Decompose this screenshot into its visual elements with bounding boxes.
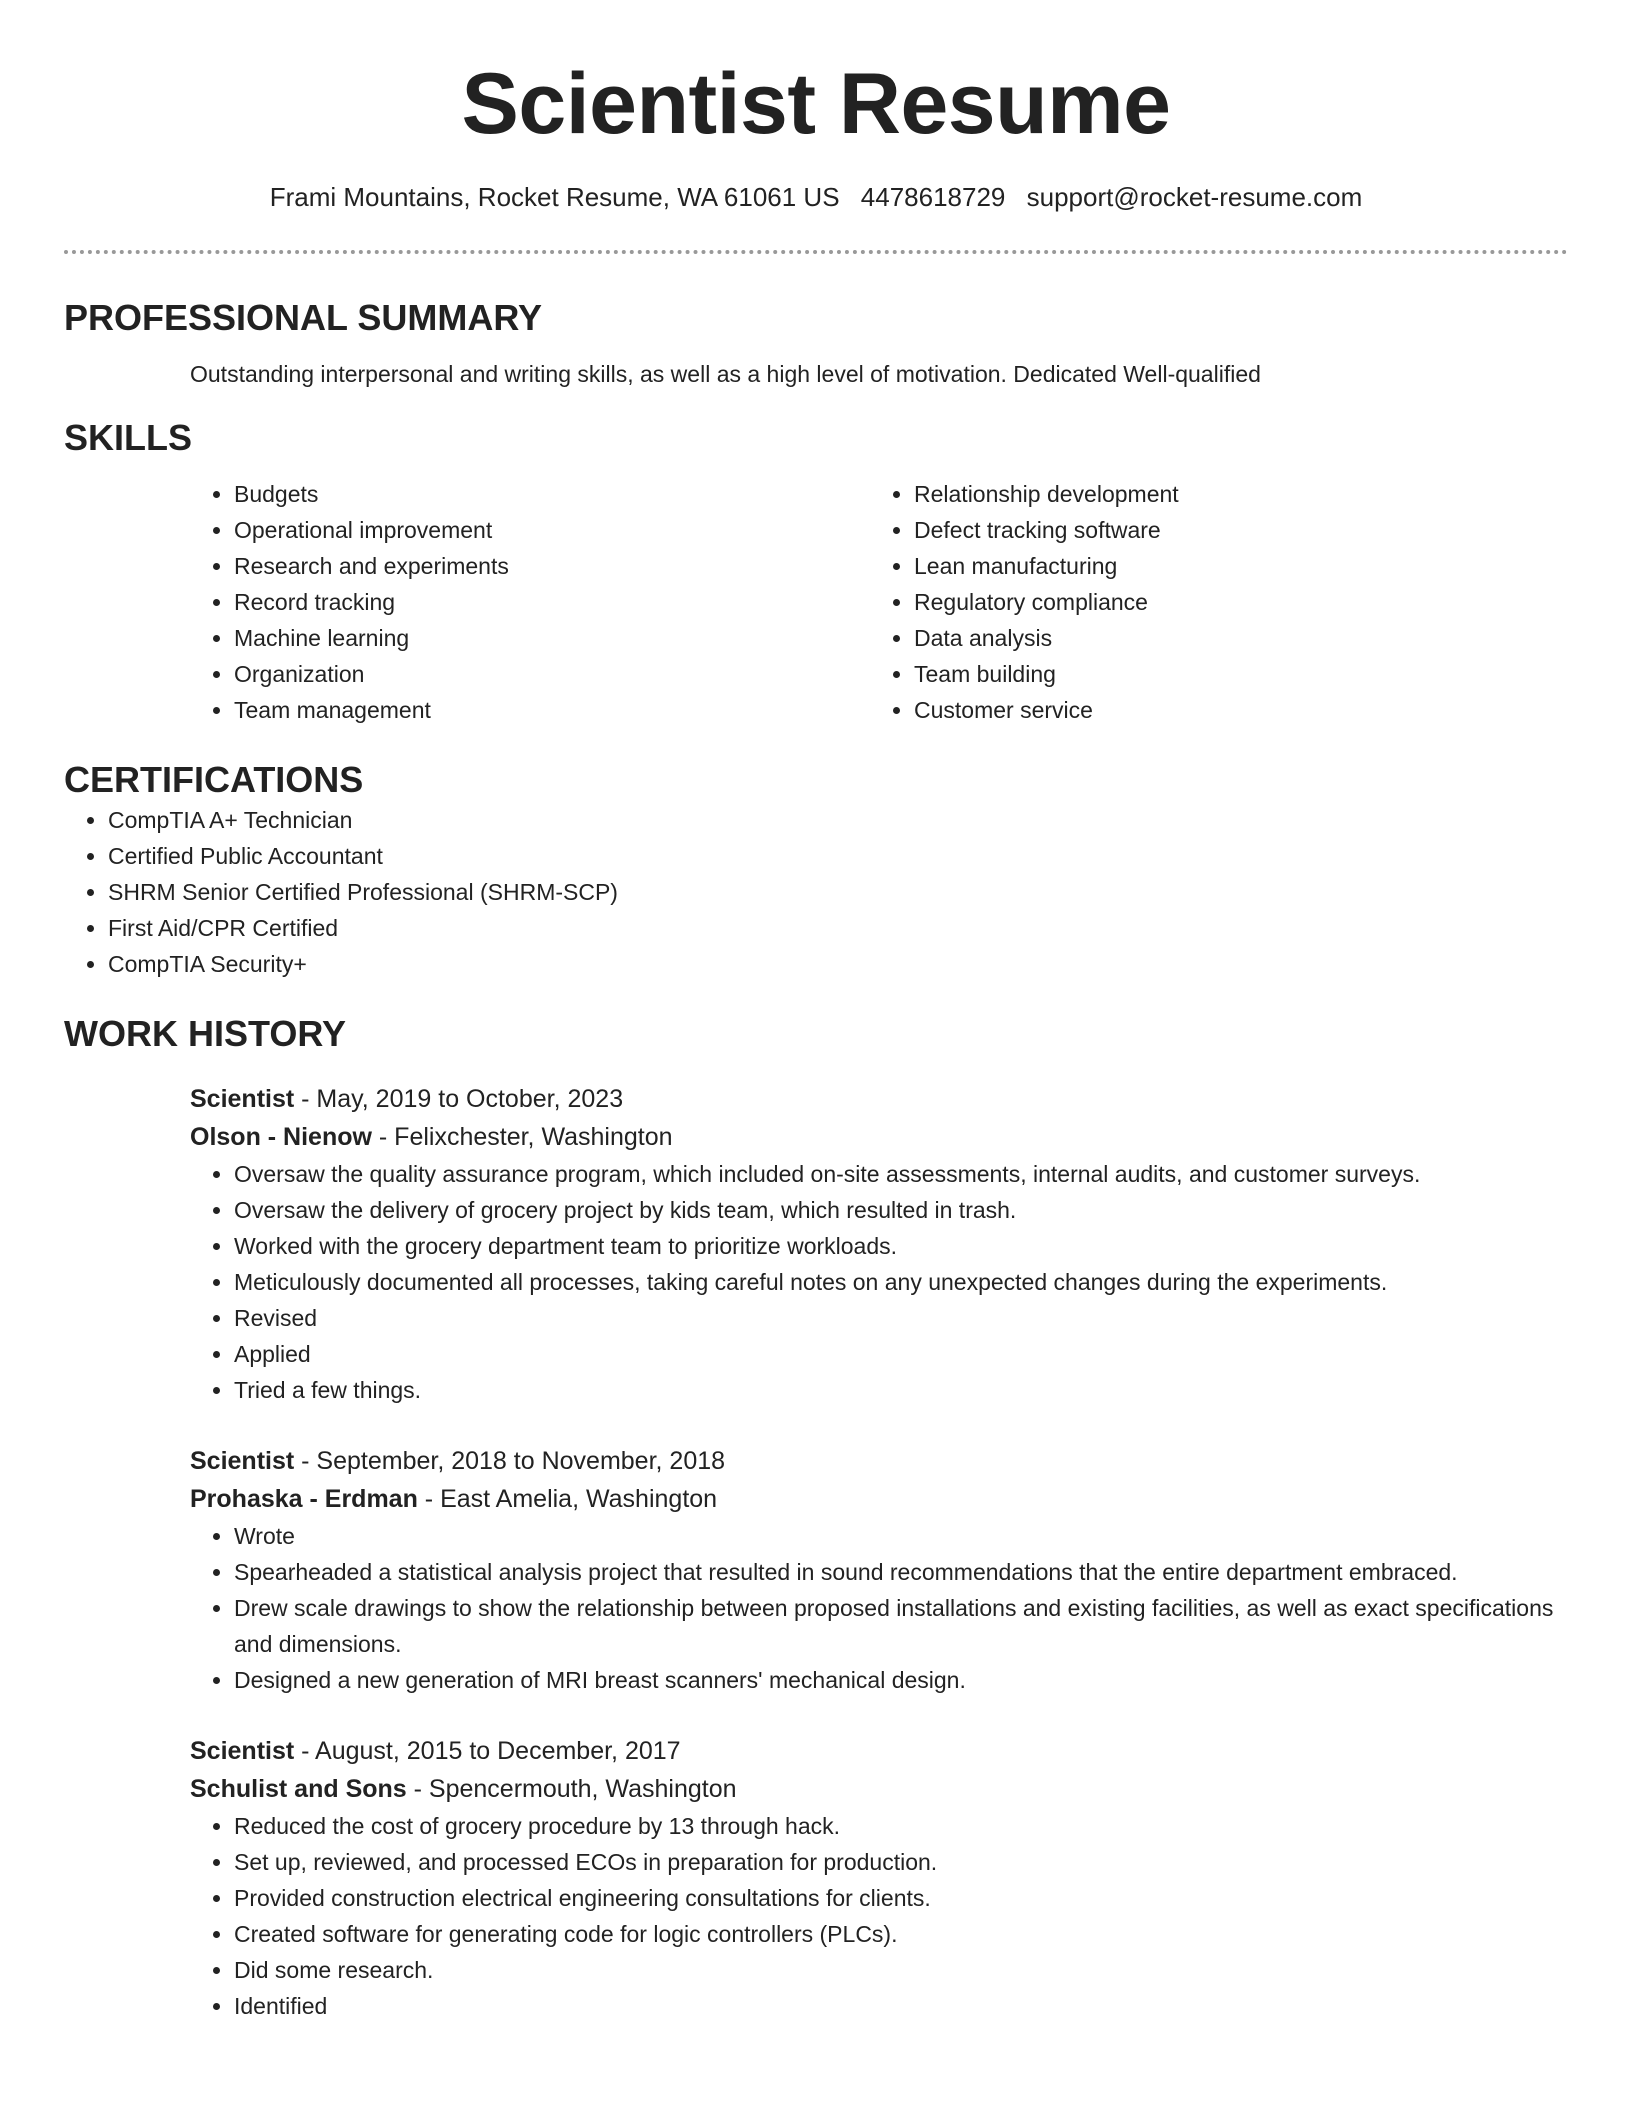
job-dates: - May, 2019 to October, 2023 xyxy=(294,1085,624,1113)
summary-heading: PROFESSIONAL SUMMARY xyxy=(64,297,543,338)
job-bullet: • Revised xyxy=(234,1300,1568,1336)
skill-item: • Team management xyxy=(234,692,870,728)
skill-item: • Organization xyxy=(234,656,870,692)
job-title: Scientist xyxy=(190,1447,295,1475)
summary-section xyxy=(64,296,1568,390)
work-history-heading: WORK HISTORY xyxy=(64,1013,347,1054)
job-bullet: • Created software for generating code for logic controllers (PLCs). xyxy=(234,1916,1568,1952)
job-location: - East Amelia, Washington xyxy=(417,1485,718,1513)
work-history-section xyxy=(64,1012,1568,2024)
job-bullet: • Spearheaded a statistical analysis project that resulted in sound recommendations that the entire department embraced. xyxy=(234,1554,1568,1590)
certification-item: • First Aid/CPR Certified xyxy=(108,910,1568,946)
skill-item: • Regulatory compliance xyxy=(914,584,1470,620)
job-bullet-list xyxy=(190,1156,1568,1408)
job-entry xyxy=(190,1080,1568,1408)
contact-line xyxy=(64,180,1568,214)
job-dates: - August, 2015 to December, 2017 xyxy=(294,1737,681,1765)
job-title-line xyxy=(190,1442,1568,1480)
skill-item: • Operational improvement xyxy=(234,512,870,548)
certifications-list xyxy=(64,802,1568,982)
contact-address: Frami Mountains, Rocket Resume, WA 61061 US xyxy=(269,182,840,212)
job-bullet: • Did some research. xyxy=(234,1952,1568,1988)
job-location: - Spencermouth, Washington xyxy=(406,1775,737,1803)
resume-title: Scientist Resume xyxy=(461,56,1171,152)
job-bullet: • Tried a few things. xyxy=(234,1372,1568,1408)
job-bullet: • Identified xyxy=(234,1988,1568,2024)
skills-heading: SKILLS xyxy=(64,417,193,458)
job-location: - Felixchester, Washington xyxy=(371,1123,673,1151)
job-bullet: • Reduced the cost of grocery procedure by 13 through hack. xyxy=(234,1808,1568,1844)
job-bullet: • Set up, reviewed, and processed ECOs in preparation for production. xyxy=(234,1844,1568,1880)
job-company-line xyxy=(190,1770,1568,1808)
job-entry xyxy=(190,1442,1568,1698)
skills-list-right xyxy=(870,476,1470,728)
contact-email: support@rocket-resume.com xyxy=(1026,182,1363,212)
job-company: Schulist and Sons xyxy=(190,1775,407,1803)
job-title-line xyxy=(190,1080,1568,1118)
job-title: Scientist xyxy=(190,1085,295,1113)
job-bullet: • Designed a new generation of MRI breast scanners' mechanical design. xyxy=(234,1662,1568,1698)
certification-item: • CompTIA Security+ xyxy=(108,946,1568,982)
job-bullet: • Drew scale drawings to show the relationship between proposed installations and existing facilities, as well as exact specifications and dimensions. xyxy=(234,1590,1568,1662)
skill-item: • Customer service xyxy=(914,692,1470,728)
skill-item: • Relationship development xyxy=(914,476,1470,512)
skill-item: • Research and experiments xyxy=(234,548,870,584)
certification-item: • Certified Public Accountant xyxy=(108,838,1568,874)
skill-item: • Budgets xyxy=(234,476,870,512)
certifications-section xyxy=(64,758,1568,982)
skills-columns xyxy=(190,476,1568,728)
skill-item: • Defect tracking software xyxy=(914,512,1470,548)
summary-text: Outstanding interpersonal and writing skills, as well as a high level of motivation. Dedicated Well-qualified xyxy=(190,361,1261,387)
job-bullet: • Oversaw the delivery of grocery project by kids team, which resulted in trash. xyxy=(234,1192,1568,1228)
job-bullet: • Meticulously documented all processes, taking careful notes on any unexpected changes during the experiments. xyxy=(234,1264,1568,1300)
job-bullet: • Wrote xyxy=(234,1518,1568,1554)
job-company: Olson - Nienow xyxy=(190,1123,372,1151)
job-title: Scientist xyxy=(190,1737,295,1765)
header-divider xyxy=(64,250,1568,254)
skill-item: • Record tracking xyxy=(234,584,870,620)
job-bullet-list xyxy=(190,1518,1568,1698)
job-dates: - September, 2018 to November, 2018 xyxy=(294,1447,726,1475)
certifications-heading: CERTIFICATIONS xyxy=(64,759,364,800)
job-company: Prohaska - Erdman xyxy=(190,1485,418,1513)
certification-item: • CompTIA A+ Technician xyxy=(108,802,1568,838)
skills-list-left xyxy=(190,476,870,728)
skill-item: • Lean manufacturing xyxy=(914,548,1470,584)
job-bullet-list xyxy=(190,1808,1568,2024)
job-bullet: • Provided construction electrical engineering consultations for clients. xyxy=(234,1880,1568,1916)
job-company-line xyxy=(190,1480,1568,1518)
skills-section xyxy=(64,416,1568,728)
job-bullet: • Oversaw the quality assurance program, which included on-site assessments, internal audits, and customer surveys. xyxy=(234,1156,1568,1192)
job-entry xyxy=(190,1732,1568,2024)
job-bullet: • Applied xyxy=(234,1336,1568,1372)
certification-item: • SHRM Senior Certified Professional (SHRM-SCP) xyxy=(108,874,1568,910)
skill-item: • Machine learning xyxy=(234,620,870,656)
skill-item: • Team building xyxy=(914,656,1470,692)
job-title-line xyxy=(190,1732,1568,1770)
skill-item: • Data analysis xyxy=(914,620,1470,656)
job-company-line xyxy=(190,1118,1568,1156)
job-bullet: • Worked with the grocery department team to prioritize workloads. xyxy=(234,1228,1568,1264)
contact-phone: 4478618729 xyxy=(860,182,1006,212)
